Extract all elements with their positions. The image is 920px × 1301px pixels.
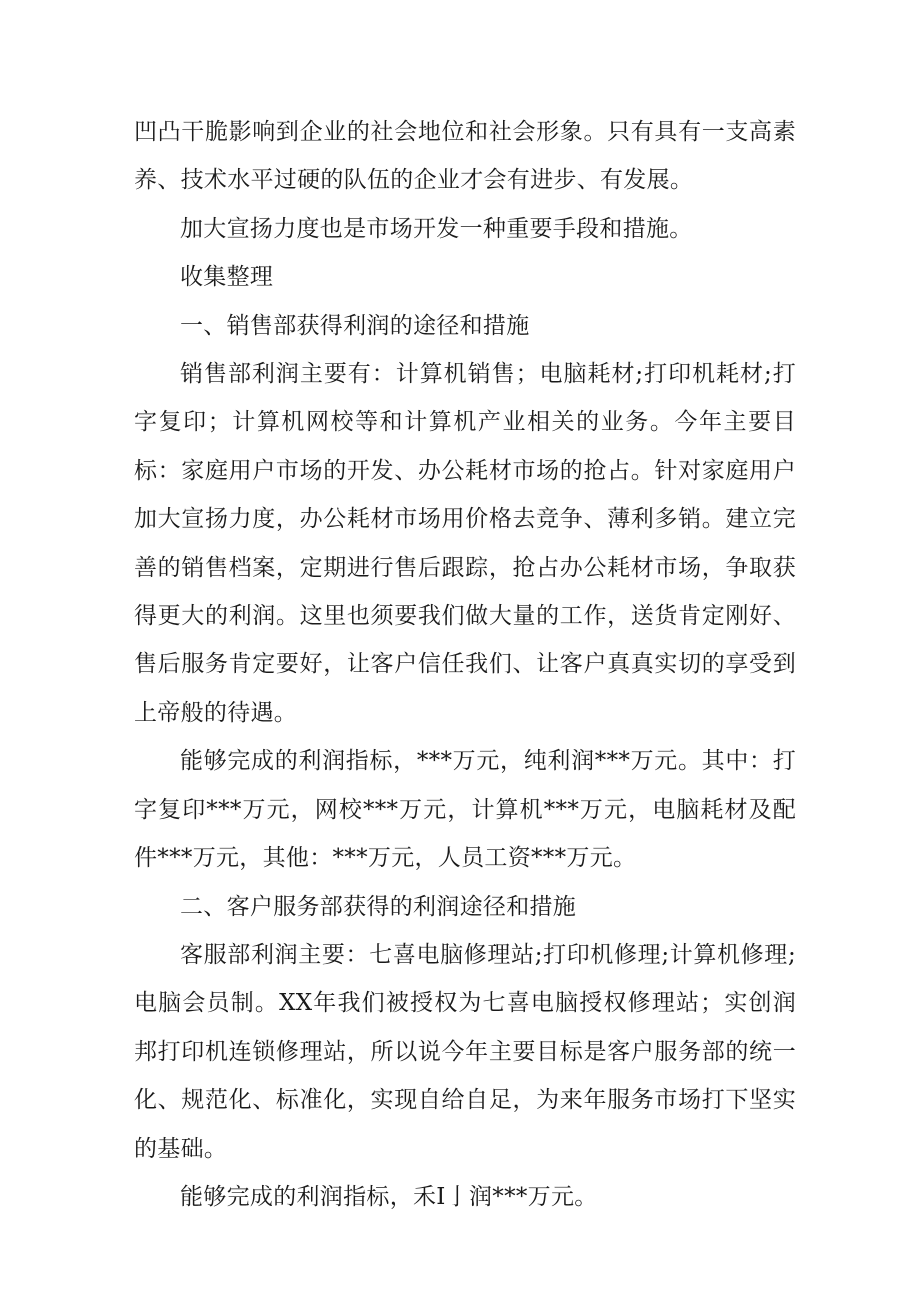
document-body [134,108,796,1221]
section-heading-service: 二、客户服务部获得的利润途径和措施 [180,893,577,920]
paragraph-intro-continuation: 凹凸干脆影响到企业的社会地位和社会形象。只有具有一支高素养、技术水平过硬的队伍的企业才会有进步、有发展。 [134,119,796,194]
paragraph-collected: 收集整理 [180,264,274,291]
paragraph-service-targets: 能够完成的利润指标，禾I亅润***万元。 [180,1183,598,1210]
section-heading-sales: 一、销售部获得利润的途径和措施 [180,312,530,339]
paragraph-service-profit: 客服部利润主要：七喜电脑修理站;打印机修理;计算机修理;电脑会员制。XX年我们被授权为七喜电脑授权修理站；实创润邦打印机连锁修理站，所以说今年主要目标是客户服务部的统一化、规范化、标准化，实现自给自足，为来年服务市场打下坚实的基础。 [134,941,796,1162]
paragraph-sales-targets: 能够完成的利润指标，***万元，纯利润***万元。其中：打字复印***万元，网校***万元，计算机***万元，电脑耗材及配件***万元，其他：***万元，人员工资***万元。 [134,748,796,872]
paragraph-publicity: 加大宣扬力度也是市场开发一种重要手段和措施。 [180,215,693,242]
paragraph-sales-profit: 销售部利润主要有：计算机销售；电脑耗材;打印机耗材;打字复印；计算机网校等和计算机产业相关的业务。今年主要目标：家庭用户市场的开发、办公耗材市场的抢占。针对家庭用户加大宣扬力度，办公耗材市场用价格去竞争、薄利多销。建立完善的销售档案，定期进行售后跟踪，抢占办公耗材市场，争取获得更大的利润。这里也须要我们做大量的工作，送货肯定刚好、售后服务肯定要好，让客户信任我们、让客户真真实切的享受到上帝般的待遇。 [134,361,796,726]
